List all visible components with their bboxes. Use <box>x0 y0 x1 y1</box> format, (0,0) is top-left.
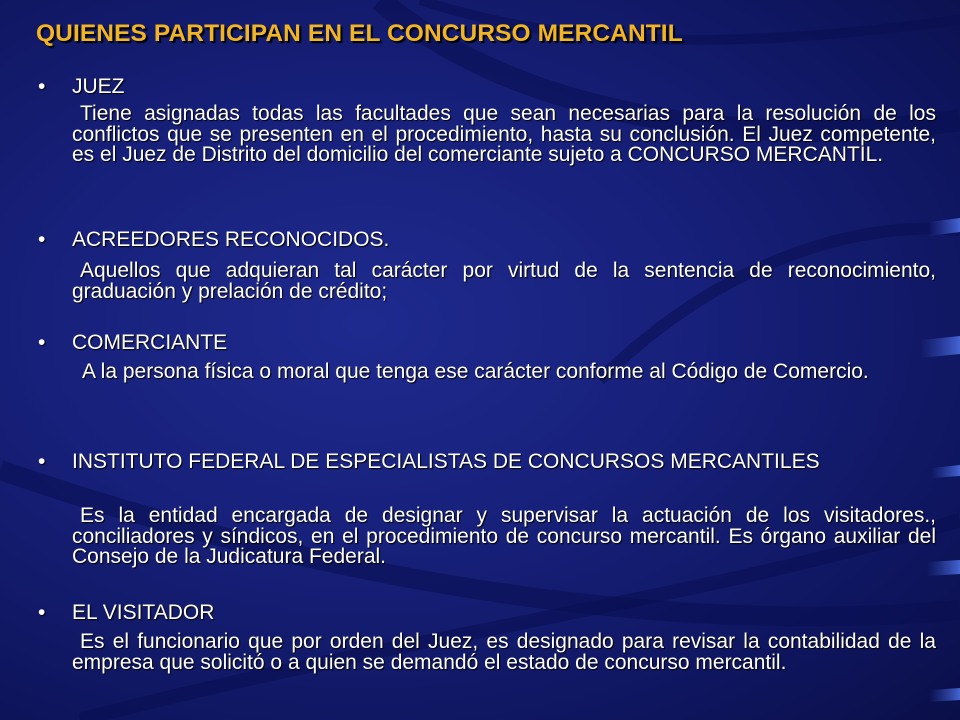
section-body-instituto: Es la entidad encargada de designar y supervisar la actuación de los visitadores., conciliadores y síndicos, en el procedimiento de concurso mercantil. Es órgano auxiliar del Consejo de la Judicatura Federal. <box>72 504 936 568</box>
bullet-icon: • <box>38 601 46 624</box>
bullet-icon: • <box>38 331 46 354</box>
heading-text: JUEZ <box>72 75 125 98</box>
section-heading-acreedores <box>38 229 938 251</box>
section-heading-visitador <box>38 602 938 624</box>
heading-text: EL VISITADOR <box>72 601 215 624</box>
section-body-acreedores: Aquellos que adquieran tal carácter por virtud de la sentencia de reconocimiento, graduación y prelación de crédito; <box>72 259 936 303</box>
heading-text: INSTITUTO FEDERAL DE ESPECIALISTAS DE CONCURSOS MERCANTILES <box>72 450 820 473</box>
section-body-juez: Tiene asignadas todas las facultades que sean necesarias para la resolución de los conflictos que se presenten en el procedimiento, hasta su conclusión. El Juez competente, es el Juez de Distrito del domicilio del comerciante sujeto a CONCURSO MERCANTIL. <box>72 102 936 166</box>
section-heading-juez <box>38 76 938 98</box>
section-body-comerciante: A la persona física o moral que tenga ese carácter conforme al Código de Comercio. <box>82 360 869 383</box>
section-heading-comerciante <box>38 332 938 354</box>
heading-text: COMERCIANTE <box>72 331 228 354</box>
bullet-icon: • <box>38 75 46 98</box>
section-heading-instituto <box>38 451 938 473</box>
bullet-icon: • <box>38 228 46 251</box>
heading-text: ACREEDORES RECONOCIDOS. <box>72 228 390 251</box>
bullet-icon: • <box>38 450 46 473</box>
section-body-visitador: Es el funcionario que por orden del Juez, es designado para revisar la contabilidad de la empresa que solicitó o a quien se demandó el estado de concurso mercantil. <box>72 630 936 674</box>
slide-title: QUIENES PARTICIPAN EN EL CONCURSO MERCANTIL <box>36 20 683 47</box>
